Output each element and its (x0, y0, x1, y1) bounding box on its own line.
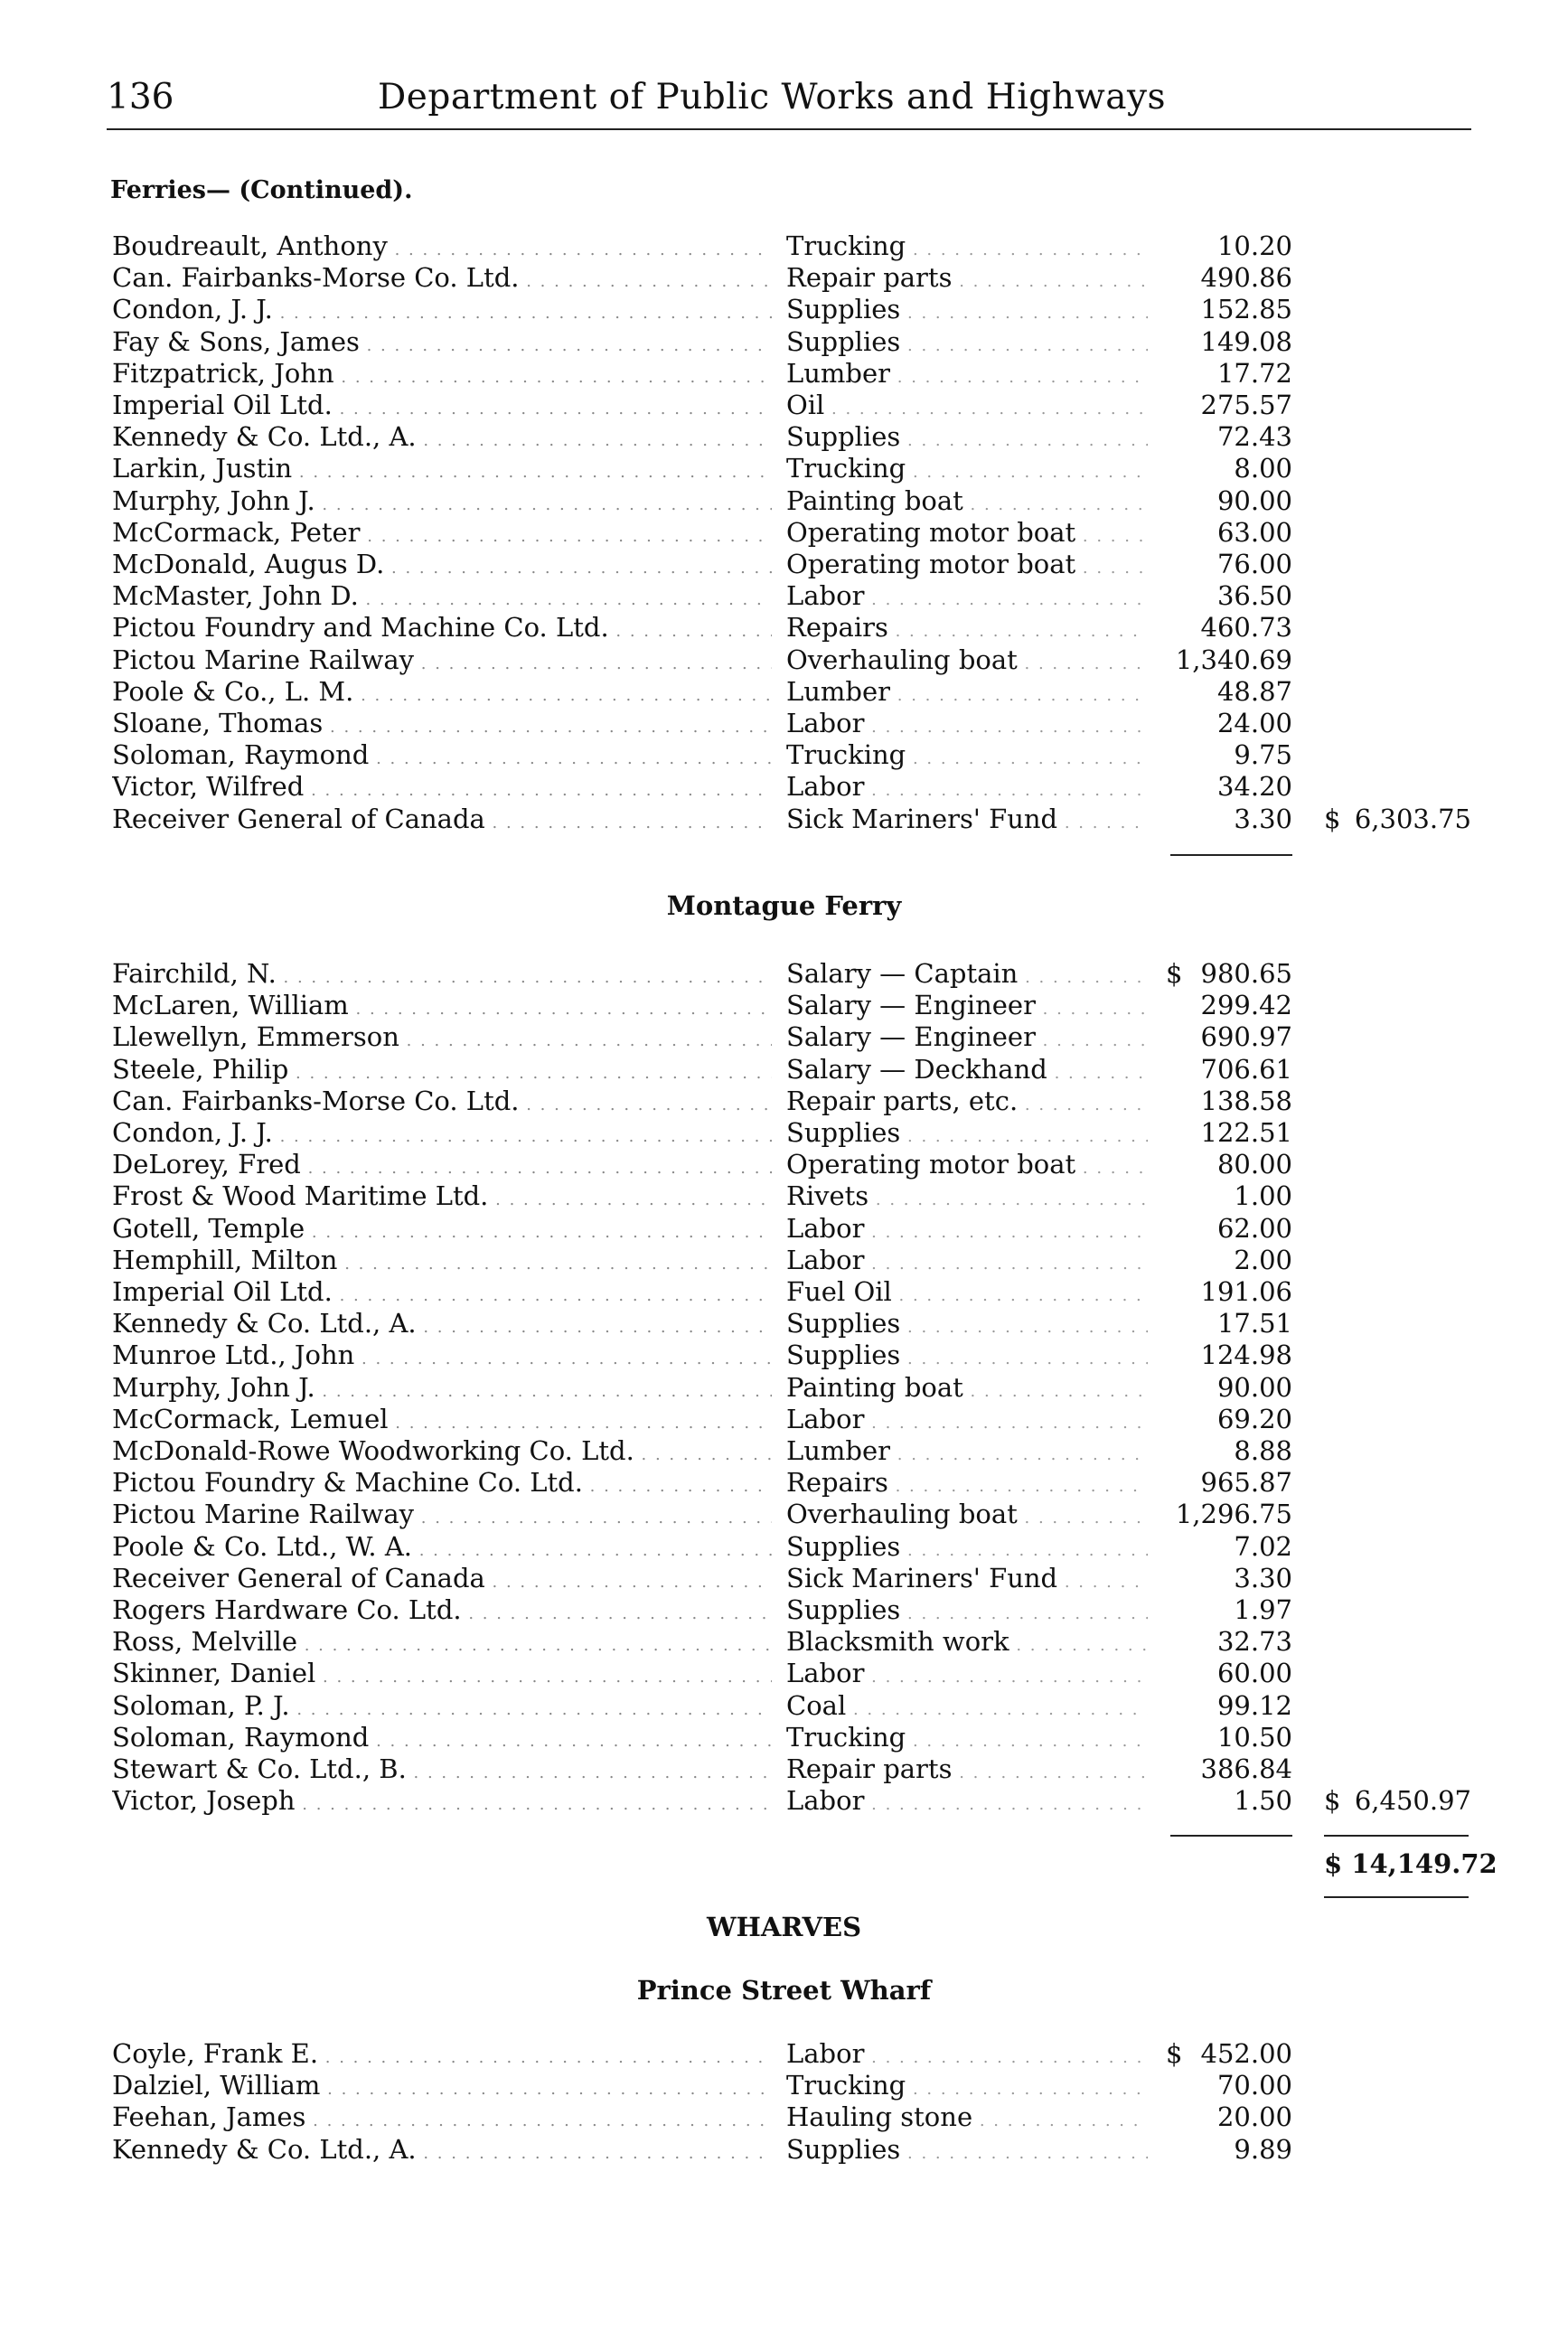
payee-name: Kennedy & Co. Ltd., A. . . . (112, 421, 772, 452)
payee-name: Ross, Melville . . . (112, 1626, 772, 1657)
header-rule (107, 128, 1471, 130)
payee-name: Pictou Marine Railway . . . (112, 644, 772, 675)
ledger-row (0, 804, 1568, 835)
payment-amount: 490.86 (1200, 262, 1292, 294)
payee-name: Sloane, Thomas . . . (112, 708, 772, 738)
ledger-row (0, 1404, 1568, 1435)
payment-description: Sick Mariners' Fund . . . (786, 804, 1148, 834)
ledger-row (0, 1213, 1568, 1245)
payee-name: Hemphill, Milton . . . (112, 1245, 772, 1275)
payment-description: Labor . . . (786, 1785, 1148, 1816)
payment-description: Operating motor boat . . . (786, 549, 1148, 579)
ledger-row (0, 1086, 1568, 1117)
payment-description: Labor . . . (786, 1404, 1148, 1434)
currency-symbol: $ (1166, 958, 1183, 989)
payment-description: Repair parts, etc. . . . (786, 1086, 1148, 1116)
payee-name: Kennedy & Co. Ltd., A. . . . (112, 2134, 772, 2165)
payment-description: Supplies . . . (786, 1308, 1148, 1339)
payee-name: Poole & Co. Ltd., W. A. . . . (112, 1531, 772, 1562)
payment-amount: 3.30 (1234, 1562, 1292, 1593)
payment-description: Overhauling boat . . . (786, 644, 1148, 675)
payee-name: Fay & Sons, James . . . (112, 326, 772, 357)
payee-name: Condon, J. J. . . . (112, 294, 772, 324)
payment-amount: 60.00 (1216, 1658, 1292, 1689)
payee-name: Munroe Ltd., John . . . (112, 1340, 772, 1370)
payment-amount: 76.00 (1216, 549, 1292, 579)
payment-amount: 1.97 (1234, 1594, 1292, 1625)
payment-description: Repair parts . . . (786, 262, 1148, 293)
ledger-row (0, 2038, 1568, 2070)
ledger-row (0, 1594, 1568, 1626)
grand-total-rule (1324, 1896, 1469, 1898)
payment-description: Trucking . . . (786, 453, 1148, 484)
payment-amount: 460.73 (1200, 612, 1292, 644)
payee-name: McCormack, Peter . . . (112, 517, 772, 548)
payee-name: Rogers Hardware Co. Ltd. . . . (112, 1594, 772, 1625)
payment-amount: 275.57 (1200, 390, 1292, 420)
payment-description: Labor . . . (786, 2038, 1148, 2069)
payee-name: Pictou Marine Railway . . . (112, 1499, 772, 1529)
payment-description: Fuel Oil . . . (786, 1276, 1148, 1307)
payment-amount: 122.51 (1200, 1117, 1292, 1148)
payment-description: Repairs . . . (786, 1467, 1148, 1498)
payment-amount: 70.00 (1216, 2070, 1292, 2101)
payee-name: Fitzpatrick, John . . . (112, 358, 772, 389)
ledger-row (0, 1276, 1568, 1308)
payee-name: Coyle, Frank E. . . . (112, 2038, 772, 2069)
ledger-row (0, 1626, 1568, 1658)
payment-amount: 149.08 (1200, 325, 1292, 357)
payment-amount: 1,340.69 (1175, 644, 1292, 675)
payment-description: Supplies . . . (786, 421, 1148, 452)
payment-description: Trucking . . . (786, 2070, 1148, 2101)
ledger-row (0, 1180, 1568, 1212)
payment-amount: 1,296.75 (1175, 1499, 1292, 1530)
ledger-row (0, 230, 1568, 262)
payee-name: Soloman, Raymond . . . (112, 739, 772, 770)
payment-description: Hauling stone . . . (786, 2101, 1148, 2132)
payment-amount: 690.97 (1200, 1021, 1292, 1053)
payment-amount: 965.87 (1200, 1467, 1292, 1499)
payment-amount: 980.65 (1200, 958, 1292, 989)
ledger-row (0, 708, 1568, 739)
payment-amount: 7.02 (1234, 1530, 1292, 1562)
payee-name: McDonald-Rowe Woodworking Co. Ltd. . . . (112, 1435, 772, 1466)
payment-description: Supplies . . . (786, 326, 1148, 357)
payment-amount: 2.00 (1234, 1244, 1292, 1275)
payee-name: Llewellyn, Emmerson . . . (112, 1021, 772, 1052)
payment-amount: 80.00 (1216, 1149, 1292, 1180)
payee-name: Victor, Wilfred . . . (112, 771, 772, 802)
section-label: Ferries— (Continued). (110, 176, 413, 204)
payment-amount: 9.89 (1234, 2133, 1292, 2165)
payment-amount: 99.12 (1216, 1689, 1292, 1721)
payment-description: Coal . . . (786, 1690, 1148, 1721)
ledger-row (0, 549, 1568, 580)
subtotal-rule (1170, 1835, 1292, 1837)
payment-amount: 36.50 (1216, 580, 1292, 612)
payee-name: Soloman, P. J. . . . (112, 1690, 772, 1721)
payment-description: Labor . . . (786, 580, 1148, 611)
payment-description: Painting boat . . . (786, 1372, 1148, 1403)
payment-amount: 9.75 (1234, 739, 1292, 771)
payment-amount: 69.20 (1216, 1403, 1292, 1434)
payee-name: Pictou Foundry and Machine Co. Ltd. . . . (112, 612, 772, 643)
payment-description: Oil . . . (786, 390, 1148, 420)
payment-amount: 124.98 (1200, 1340, 1292, 1371)
ledger-row (0, 294, 1568, 325)
payment-amount: 24.00 (1216, 708, 1292, 738)
payment-amount: 17.51 (1216, 1308, 1292, 1340)
payment-description: Rivets . . . (786, 1180, 1148, 1211)
payee-name: McLaren, William . . . (112, 990, 772, 1020)
payee-name: DeLorey, Fred . . . (112, 1149, 772, 1180)
payment-amount: 17.72 (1216, 357, 1292, 389)
ledger-row (0, 1658, 1568, 1689)
ledger-row (0, 739, 1568, 771)
ledger-row (0, 1722, 1568, 1753)
payee-name: Dalziel, William . . . (112, 2070, 772, 2101)
ledger-row (0, 1117, 1568, 1149)
page-header (107, 77, 1471, 131)
payment-amount: 34.20 (1216, 771, 1292, 803)
ledger-row (0, 958, 1568, 990)
section-subtotal: 6,303.75 (1354, 803, 1471, 834)
ledger-row (0, 1499, 1568, 1530)
payee-name: Imperial Oil Ltd. . . . (112, 1276, 772, 1307)
payee-name: Receiver General of Canada . . . (112, 1563, 772, 1593)
ledger-row (0, 990, 1568, 1021)
ledger-row (0, 1372, 1568, 1404)
running-head: Department of Public Works and Highways (378, 77, 1167, 118)
total-rule (1324, 1835, 1469, 1837)
payee-name: Skinner, Daniel . . . (112, 1658, 772, 1688)
ledger-row (0, 1785, 1568, 1817)
payee-name: Condon, J. J. . . . (112, 1117, 772, 1148)
payment-amount: 706.61 (1200, 1053, 1292, 1085)
payee-name: Fairchild, N. . . . (112, 958, 772, 989)
ledger-row (0, 2070, 1568, 2101)
ledger-row (0, 1054, 1568, 1086)
payment-description: Repair parts . . . (786, 1753, 1148, 1784)
payee-name: Murphy, John J. . . . (112, 1372, 772, 1403)
ledger-row (0, 421, 1568, 453)
payment-description: Operating motor boat . . . (786, 517, 1148, 548)
payment-amount: 138.58 (1200, 1085, 1292, 1116)
payment-description: Labor . . . (786, 1658, 1148, 1688)
payee-name: Stewart & Co. Ltd., B. . . . (112, 1753, 772, 1784)
payment-description: Labor . . . (786, 708, 1148, 738)
ledger-row (0, 1435, 1568, 1467)
payee-name: McDonald, Augus D. . . . (112, 549, 772, 579)
payment-description: Blacksmith work . . . (786, 1626, 1148, 1657)
payment-amount: 8.88 (1234, 1435, 1292, 1466)
currency-symbol: $ (1166, 2038, 1183, 2069)
payment-amount: 10.20 (1216, 230, 1292, 261)
payee-name: Larkin, Justin . . . (112, 453, 772, 484)
ledger-row (0, 1340, 1568, 1371)
payment-description: Lumber . . . (786, 676, 1148, 707)
ledger-row (0, 262, 1568, 294)
payment-amount: 62.00 (1216, 1212, 1292, 1244)
payment-description: Salary — Captain . . . (786, 958, 1148, 989)
payment-description: Overhauling boat . . . (786, 1499, 1148, 1529)
payment-description: Salary — Engineer . . . (786, 990, 1148, 1020)
payee-name: Kennedy & Co. Ltd., A. . . . (112, 1308, 772, 1339)
ledger-row (0, 390, 1568, 421)
ledger-row (0, 1531, 1568, 1563)
prince-street-wharf-title: Prince Street Wharf (636, 1975, 932, 2006)
payee-name: McMaster, John D. . . . (112, 580, 772, 611)
ledger-row (0, 612, 1568, 644)
payee-name: Receiver General of Canada . . . (112, 804, 772, 834)
payment-amount: 386.84 (1200, 1753, 1292, 1784)
payment-amount: 90.00 (1216, 484, 1292, 516)
payee-name: Frost & Wood Maritime Ltd. . . . (112, 1180, 772, 1211)
payment-description: Trucking . . . (786, 1722, 1148, 1753)
montague-ferry-title: Montague Ferry (666, 890, 902, 921)
ledger-row (0, 676, 1568, 708)
payment-description: Lumber . . . (786, 1435, 1148, 1466)
payment-amount: 3.30 (1234, 803, 1292, 834)
payment-amount: 1.00 (1234, 1180, 1292, 1212)
payee-name: Can. Fairbanks-Morse Co. Ltd. . . . (112, 262, 772, 293)
section-subtotal: 6,450.97 (1354, 1785, 1471, 1817)
payment-amount: 48.87 (1216, 675, 1292, 707)
payment-description: Trucking . . . (786, 739, 1148, 770)
payment-amount: 90.00 (1216, 1371, 1292, 1403)
ledger-row (0, 1753, 1568, 1785)
ledger-row (0, 1563, 1568, 1594)
payee-name: Gotell, Temple . . . (112, 1213, 772, 1244)
payment-amount: 1.50 (1234, 1785, 1292, 1817)
page-number: 136 (107, 77, 174, 118)
payment-amount: 32.73 (1216, 1626, 1292, 1658)
payment-amount: 152.85 (1200, 294, 1292, 325)
payee-name: McCormack, Lemuel . . . (112, 1404, 772, 1434)
payment-amount: 72.43 (1216, 421, 1292, 453)
payment-description: Labor . . . (786, 1213, 1148, 1244)
payment-description: Supplies . . . (786, 1340, 1148, 1370)
ledger-row (0, 1308, 1568, 1340)
payment-description: Operating motor boat . . . (786, 1149, 1148, 1180)
ledger-row (0, 771, 1568, 803)
payment-amount: 299.42 (1200, 990, 1292, 1021)
payment-description: Painting boat . . . (786, 485, 1148, 516)
payee-name: Imperial Oil Ltd. . . . (112, 390, 772, 420)
ledger-row (0, 485, 1568, 517)
payment-description: Supplies . . . (786, 294, 1148, 324)
ledger-row (0, 1245, 1568, 1276)
wharves-title: WHARVES (706, 1912, 862, 1942)
ledger-row (0, 1467, 1568, 1499)
payment-description: Supplies . . . (786, 2134, 1148, 2165)
ledger-row (0, 580, 1568, 612)
payment-description: Salary — Deckhand . . . (786, 1054, 1148, 1085)
grand-total: $ 14,149.72 (1324, 1848, 1498, 1879)
ledger-row (0, 2101, 1568, 2133)
ledger-row (0, 517, 1568, 549)
payee-name: Feehan, James . . . (112, 2101, 772, 2132)
payee-name: Boudreault, Anthony . . . (112, 230, 772, 261)
payee-name: Poole & Co., L. M. . . . (112, 676, 772, 707)
ledger-row (0, 2134, 1568, 2166)
payment-description: Supplies . . . (786, 1594, 1148, 1625)
payment-description: Trucking . . . (786, 230, 1148, 261)
subtotal-rule (1170, 854, 1292, 856)
payment-amount: 8.00 (1234, 453, 1292, 484)
payee-name: Murphy, John J. . . . (112, 485, 772, 516)
payment-description: Lumber . . . (786, 358, 1148, 389)
ledger-row (0, 358, 1568, 390)
currency-symbol: $ (1324, 803, 1341, 834)
payee-name: Steele, Philip . . . (112, 1054, 772, 1085)
payee-name: Pictou Foundry & Machine Co. Ltd. . . . (112, 1467, 772, 1498)
payment-description: Salary — Engineer . . . (786, 1021, 1148, 1052)
payment-amount: 63.00 (1216, 516, 1292, 548)
payment-amount: 191.06 (1200, 1276, 1292, 1307)
payment-description: Supplies . . . (786, 1531, 1148, 1562)
payment-amount: 10.50 (1216, 1721, 1292, 1753)
payee-name: Can. Fairbanks-Morse Co. Ltd. . . . (112, 1086, 772, 1116)
ledger-row (0, 644, 1568, 676)
ledger-row (0, 1149, 1568, 1180)
payment-amount: 20.00 (1216, 2101, 1292, 2133)
ledger-row (0, 1021, 1568, 1053)
payment-amount: 452.00 (1200, 2038, 1292, 2069)
payment-description: Sick Mariners' Fund . . . (786, 1563, 1148, 1593)
payment-description: Labor . . . (786, 771, 1148, 802)
payment-description: Supplies . . . (786, 1117, 1148, 1148)
ledger-row (0, 453, 1568, 484)
ledger-row (0, 326, 1568, 358)
payment-description: Repairs . . . (786, 612, 1148, 643)
payee-name: Soloman, Raymond . . . (112, 1722, 772, 1753)
payment-description: Labor . . . (786, 1245, 1148, 1275)
currency-symbol: $ (1324, 1785, 1341, 1817)
payee-name: Victor, Joseph . . . (112, 1785, 772, 1816)
ledger-row (0, 1690, 1568, 1722)
